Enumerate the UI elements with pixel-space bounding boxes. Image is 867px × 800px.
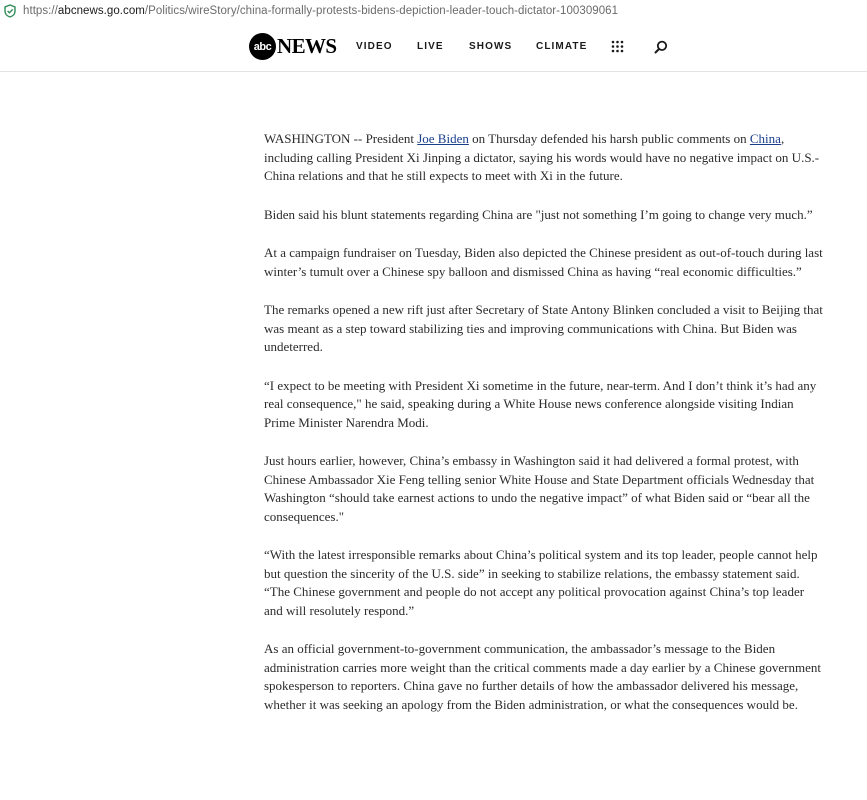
url-path: /Politics/wireStory/china-formally-protests-bidens-depiction-leader-touch-dictator-100309061 xyxy=(144,5,619,17)
abc-logo-mark: abc xyxy=(249,33,276,60)
url-scheme: https:// xyxy=(23,5,58,17)
china-link[interactable]: China xyxy=(749,131,781,146)
article-paragraph-2: Biden said his blunt statements regarding China are "just not something I’m going to change very much.” xyxy=(264,206,813,222)
site-header xyxy=(0,22,867,72)
nav-climate[interactable]: CLIMATE xyxy=(536,41,588,52)
nav-live[interactable]: LIVE xyxy=(417,41,444,52)
article-body xyxy=(264,130,824,734)
article-paragraph-6: Just hours earlier, however, China’s embassy in Washington said it had delivered a formal protest, with Chinese Ambassador Xie Feng telling senior White House and State Department officials Wednesday that Washington “should take earnest actions to undo the negative impact” of what Biden said or “bear all the consequences." xyxy=(264,453,815,524)
joe-biden-link[interactable]: Joe Biden xyxy=(417,131,469,146)
article-paragraph-5: “I expect to be meeting with President Xi sometime in the future, near-term. And I don’t think it’s had any real consequence," he said, speaking during a White House news conference alongside visiting Indian Prime Minister Narendra Modi. xyxy=(264,377,817,430)
paragraph-text: , including calling President Xi Jinping a dictator, saying his words would have no negative impact on U.S.-China relations and that he still expects to meet with Xi in the future. xyxy=(264,131,820,183)
nav-video[interactable]: VIDEO xyxy=(356,41,393,52)
article-paragraph-7: “With the latest irresponsible remarks about China’s political system and its top leader, people cannot help but question the sincerity of the U.S. side” in seeking to stabilize relations, the embassy statement said. “The Chinese government and people do not accept any political provocation against China’s top leader and will resolutely respond.” xyxy=(264,547,818,618)
url-host: abcnews.go.com xyxy=(57,5,145,17)
abc-news-logo[interactable] xyxy=(249,33,336,60)
article-paragraph-4: The remarks opened a new rift just after Secretary of State Antony Blinken concluded a visit to Beijing that was meant as a step toward stabilizing ties and improving communications with China. But Biden was undeterred. xyxy=(264,302,823,354)
url-text[interactable] xyxy=(23,5,618,17)
dateline-text: WASHINGTON -- President xyxy=(264,131,418,146)
nav-shows[interactable]: SHOWS xyxy=(469,41,513,52)
paragraph-text: on Thursday defended his harsh public comments on xyxy=(468,131,750,146)
grid-menu-icon[interactable] xyxy=(611,40,624,53)
article-paragraph-1 xyxy=(264,130,824,186)
article-paragraph-3: At a campaign fundraiser on Tuesday, Biden also depicted the Chinese president as out-of-touch during last winter’s tumult over a Chinese spy balloon and dismissed China as having “real economic difficulties.” xyxy=(264,245,823,279)
shield-check-icon xyxy=(3,4,17,18)
logo-news-text: NEWS xyxy=(277,34,337,58)
article-paragraph-8: As an official government-to-government communication, the ambassador’s message to the Biden administration carries more weight than the critical comments made a day earlier by a Chinese government spokesperson to reporters. China gave no further details of how the ambassador delivered his message, whether it was seeking an apology from the Biden administration, or what the consequences would be. xyxy=(264,641,821,712)
address-bar[interactable] xyxy=(0,0,867,22)
search-icon[interactable] xyxy=(654,40,668,54)
